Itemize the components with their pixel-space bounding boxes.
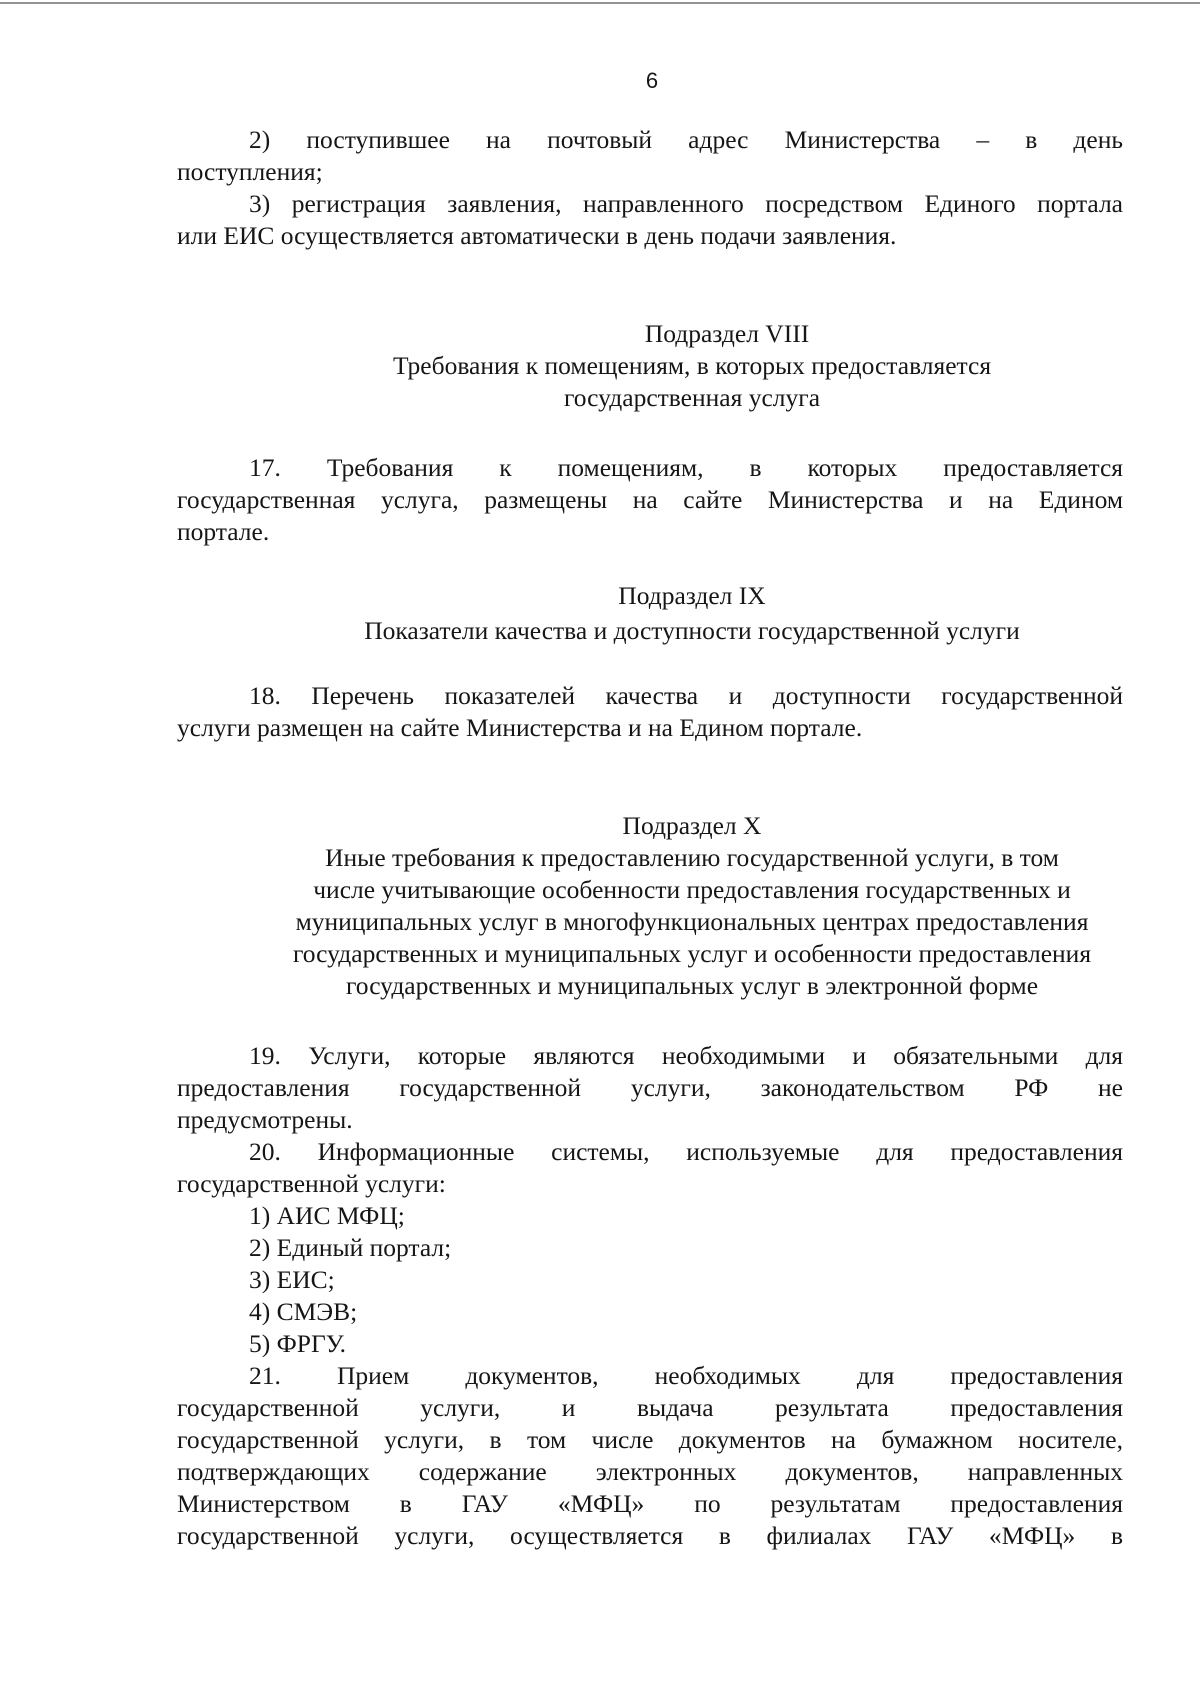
list-item-2-line-2: поступления; <box>177 157 323 186</box>
paragraph-21-line-2: государственной услуги, и выдача результата предоставления <box>177 1393 1123 1422</box>
subsection-10-heading-line-1: Иные требования к предоставлению государственной услуги, в том <box>325 843 1059 872</box>
subsection-8-title: Подраздел VIII <box>644 319 810 348</box>
information-system-item: 1) АИС МФЦ; <box>249 1201 405 1230</box>
paragraph-20 <box>177 1136 1123 1360</box>
subsection-9-title: Подраздел IX <box>618 581 766 610</box>
paragraph-18-line-1: 18. Перечень показателей качества и доступности государственной <box>249 681 1123 710</box>
paragraph-17 <box>177 452 1123 548</box>
paragraph-21-line-3: государственной услуги, в том числе документов на бумажном носителе, <box>177 1425 1123 1454</box>
paragraph-20-line-2: государственной услуги: <box>177 1169 446 1198</box>
subsection-10-heading-line-3: муниципальных услуг в многофункциональных центрах предоставления <box>295 907 1089 936</box>
paragraph-17-line-3: портале. <box>177 517 270 546</box>
paragraph-17-line-1: 17. Требования к помещениям, в которых предоставляется <box>249 453 1123 482</box>
list-item-2-line-1: 2) поступившее на почтовый адрес Министерства – в день <box>249 125 1123 154</box>
subsection-10-title: Подраздел X <box>622 811 762 840</box>
information-system-item: 2) Единый портал; <box>249 1233 452 1262</box>
list-item-2 <box>177 124 1123 188</box>
subsection-10-heading-line-4: государственных и муниципальных услуг и особенности предоставления <box>292 939 1092 968</box>
paragraph-20-line-1: 20. Информационные системы, используемые для предоставления <box>249 1137 1123 1166</box>
paragraph-19 <box>177 1040 1123 1136</box>
paragraph-19-line-1: 19. Услуги, которые являются необходимыми и обязательными для <box>249 1041 1123 1070</box>
paragraph-21-line-4: подтверждающих содержание электронных документов, направленных <box>177 1457 1123 1486</box>
paragraph-21-line-6: государственной услуги, осуществляется в филиалах ГАУ «МФЦ» в <box>177 1521 1123 1550</box>
paragraph-18 <box>177 680 1123 744</box>
subsection-10-heading-line-5: государственных и муниципальных услуг в электронной форме <box>345 971 1039 1000</box>
paragraph-17-line-2: государственная услуга, размещены на сайте Министерства и на Едином <box>177 485 1123 514</box>
subsection-9-heading-line-1: Показатели качества и доступности государственной услуги <box>364 616 1020 645</box>
subsection-10-heading-line-2: числе учитывающие особенности предоставления государственных и <box>313 875 1071 904</box>
paragraph-19-line-3: предусмотрены. <box>177 1105 353 1134</box>
list-item-3-line-1: 3) регистрация заявления, направленного посредством Единого портала <box>249 189 1123 218</box>
scan-top-edge <box>0 2 1200 4</box>
paragraph-21-line-5: Министерством в ГАУ «МФЦ» по результатам предоставления <box>177 1489 1123 1518</box>
information-system-item: 4) СМЭВ; <box>249 1297 358 1326</box>
information-system-item: 3) ЕИС; <box>249 1265 335 1294</box>
paragraph-21 <box>177 1360 1123 1552</box>
information-system-item: 5) ФРГУ. <box>249 1329 346 1358</box>
paragraph-21-line-1: 21. Прием документов, необходимых для предоставления <box>249 1361 1123 1390</box>
list-item-3-line-2: или ЕИС осуществляется автоматически в день подачи заявления. <box>177 221 897 250</box>
subsection-8-heading-line-1: Требования к помещениям, в которых предоставляется <box>392 351 992 380</box>
list-item-3 <box>177 188 1123 252</box>
paragraph-18-line-2: услуги размещен на сайте Министерства и на Едином портале. <box>177 713 863 742</box>
paragraph-19-line-2: предоставления государственной услуги, законодательством РФ не <box>177 1073 1123 1102</box>
page-number: 6 <box>645 68 659 93</box>
subsection-8-heading-line-2: государственная услуга <box>563 383 821 412</box>
